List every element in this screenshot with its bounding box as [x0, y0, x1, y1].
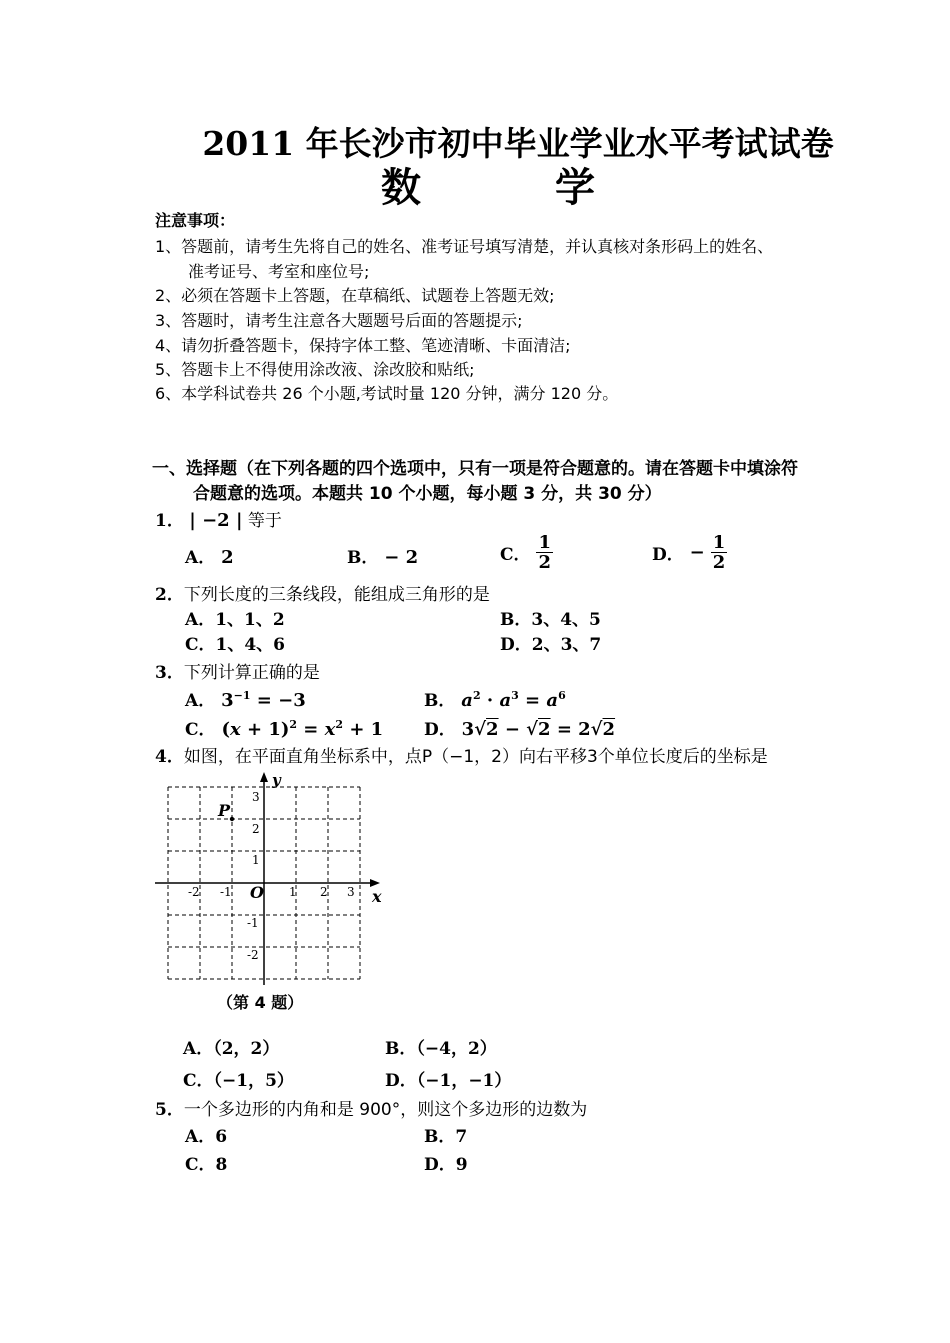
option-a: A．6: [185, 1127, 228, 1147]
question-text: 下列长度的三条线段，能组成三角形的是: [183, 585, 490, 605]
x-tick-label: -2: [188, 885, 200, 899]
minus-sign: −: [689, 542, 705, 563]
option-c: C．1、4、6: [185, 635, 286, 655]
figure-caption: （第 4 题）: [217, 993, 304, 1012]
y-tick-label: -2: [247, 948, 259, 962]
option-d: [424, 715, 615, 740]
notice-item: 6、本学科试卷共 26 个小题,考试时量 120 分钟，满分 120 分。: [155, 384, 619, 403]
y-axis-arrow: [260, 772, 268, 782]
option-label: A．: [185, 691, 216, 711]
option-b: B．（−4，2）: [385, 1039, 497, 1059]
notice-item: 准考证号、考室和座位号;: [188, 262, 370, 281]
option-c: C．8: [185, 1155, 228, 1175]
denominator: 2: [538, 552, 551, 573]
option-label: A．: [185, 548, 216, 568]
y-tick-label: 3: [252, 790, 260, 804]
notice-item: 3、答题时，请考生注意各大题题号后面的答题提示;: [155, 311, 523, 330]
point-p-label: P: [218, 801, 231, 820]
denominator: 2: [712, 552, 726, 573]
question-5-stem: [155, 1095, 587, 1120]
question-3-stem: [155, 658, 320, 683]
section-heading: 一、选择题（在下列各题的四个选项中，只有一项是符合题意的。请在答题卡中填涂符: [152, 459, 798, 479]
option-c: [500, 533, 553, 572]
question-number: 1．: [155, 511, 184, 531]
formula: $3^{-1} = -3$: [221, 689, 306, 711]
option-d: D．9: [424, 1155, 468, 1175]
option-d: D．（−1，−1）: [385, 1071, 512, 1091]
y-tick-label: -1: [247, 916, 259, 930]
option-a: A．（2，2）: [183, 1039, 280, 1059]
question-4-stem: [155, 742, 768, 767]
notice-item: 2、必须在答题卡上答题，在草稿纸、试题卷上答题无效;: [155, 286, 555, 305]
option-label: C．: [185, 720, 216, 740]
formula: 3√2 − √2 = 2√2: [461, 719, 616, 740]
option-c: C．（−1，5）: [183, 1071, 294, 1091]
question-1-stem: [155, 506, 282, 531]
subject-title: 数 学: [381, 165, 655, 211]
option-b: [347, 543, 418, 568]
question-number: 5．: [155, 1100, 184, 1120]
option-a: [185, 686, 306, 711]
option-label: B．: [347, 548, 379, 568]
option-label: D．: [424, 720, 456, 740]
question-2-stem: [155, 580, 490, 605]
y-tick-label: 2: [252, 822, 260, 836]
formula: $(x + 1)^2 = x^2 + 1$: [221, 718, 384, 740]
notice-item: 4、请勿折叠答题卡，保持字体工整、笔迹清晰、卡面清洁;: [155, 336, 571, 355]
x-tick-label: -1: [220, 885, 232, 899]
tick-labels: [188, 790, 355, 962]
question-text: 一个多边形的内角和是 900°，则这个多边形的边数为: [183, 1100, 588, 1120]
formula: $a^2 \cdot a^3 = a^6$: [461, 689, 566, 711]
x-tick-label: 2: [320, 885, 328, 899]
question-text: 如图，在平面直角坐标系中，点P（−1，2）向右平移3个单位长度后的坐标是: [183, 747, 768, 767]
origin-label: O: [250, 883, 264, 902]
notice-heading: 注意事项：: [155, 211, 236, 230]
question-text: 等于: [247, 511, 282, 531]
notice-item: 1、答题前，请考生先将自己的姓名、准考证号填写清楚，并认真核对条形码上的姓名、: [155, 237, 774, 256]
option-value: 2: [221, 547, 234, 568]
abs-value-expression: | −2 |: [189, 510, 243, 531]
numerator: 1: [538, 532, 551, 553]
option-value: − 2: [384, 547, 419, 568]
question-number: 4．: [155, 747, 184, 767]
point-p-dot: [230, 817, 234, 821]
option-b: [424, 686, 566, 711]
option-a: A．1、1、2: [185, 610, 285, 630]
option-label: B．: [424, 691, 456, 711]
section-heading-cont: 合题意的选项。本题共 10 个小题，每小题 3 分，共 30 分）: [193, 484, 662, 504]
option-label: C．: [500, 545, 531, 565]
option-b: B．3、4、5: [500, 610, 601, 630]
y-tick-label: 1: [252, 853, 260, 867]
option-b: B．7: [424, 1127, 468, 1147]
question-number: 2．: [155, 585, 184, 605]
option-label: D．: [652, 545, 684, 565]
option-a: [185, 543, 234, 568]
y-axis-label: y: [272, 771, 281, 789]
coordinate-grid-figure: [150, 768, 400, 993]
fraction: [536, 533, 553, 572]
exam-title: 2011 年长沙市初中毕业学业水平考试试卷: [202, 124, 834, 163]
numerator: 1: [712, 532, 726, 553]
notice-item: 5、答题卡上不得使用涂改液、涂改胶和贴纸;: [155, 360, 475, 379]
x-axis-arrow: [370, 879, 380, 887]
x-axis-label: x: [372, 887, 382, 906]
option-d: [652, 533, 727, 572]
x-tick-label: 3: [347, 885, 355, 899]
question-number: 3．: [155, 663, 184, 683]
option-d: D．2、3、7: [500, 635, 602, 655]
x-tick-label: 1: [289, 885, 297, 899]
fraction: [711, 533, 728, 572]
question-text: 下列计算正确的是: [183, 663, 320, 683]
option-c: [185, 715, 383, 740]
